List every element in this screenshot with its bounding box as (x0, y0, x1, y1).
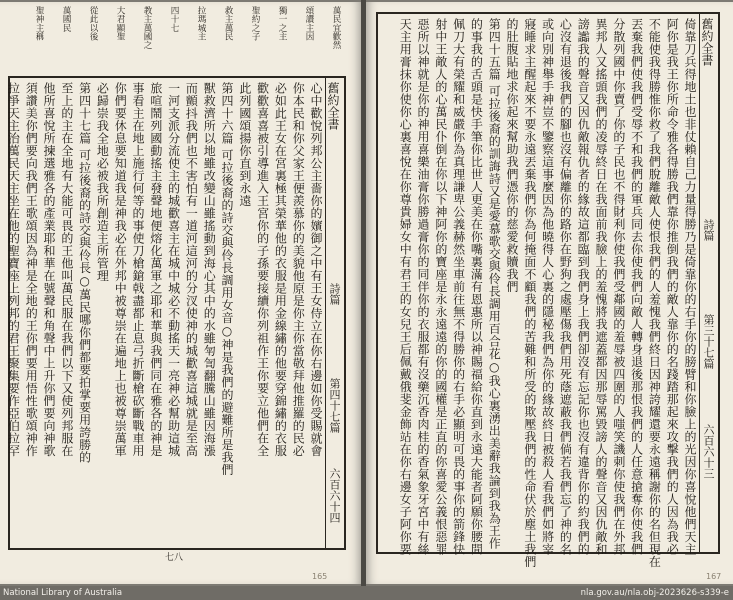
text-column: 至上的主在全地有大能可畏的王他叫萬民服在我們以下又使列邦服在 (59, 82, 74, 457)
right-page (366, 2, 733, 584)
text-column: 此列國頌揚你直到永遠 (237, 82, 252, 207)
margin-note: 救主萬民 (223, 6, 233, 41)
text-column: 他所喜悅所揀選雅各的產業耶和華在號聲和角聲中上升你們要向神歌 (42, 82, 56, 457)
section-title: 詩篇 (328, 283, 341, 305)
text-column: 獸救濟所以地雖改變山雖搖動到海心其中的水雖匉訇翻騰山雖因海漲 (202, 82, 217, 457)
text-column: 佩刀大有榮耀和威嚴你為真理謙卑公義赫然坐車前往無不得勝你的右手必顯明可畏的事你的箭鋒快 (451, 18, 466, 556)
margin-note: 聖約之子 (250, 6, 260, 41)
text-column: 第四十六篇 可拉後裔的詩交與伶長調用女音○神是我們的避難所是我們 (220, 82, 234, 476)
margin-note: 從此以後 (88, 6, 98, 41)
text-column: 異邦人又搖頭我們的凌辱終日在我面前我臉上的羞愧將我遮蓋都因那辱罵毀謗人的聲音又因仇敵和 (594, 18, 608, 556)
page-marker: 七八 (165, 553, 184, 563)
text-column: 阿你是我王你所命令雅各得勝我們靠你推倒我們的敵人靠你的名踐踏那起來攻擊我們的人因為我必 (665, 18, 680, 556)
text-column: 事看主在地上施行何等的事使刀槍鎗戟盡都止息弓折斷槍砍斷戰車用 (131, 82, 145, 457)
text-column: 第四十七篇 可拉後裔的詩交與伶長○萬民哪你們都要拍掌要用誇勝的 (77, 82, 92, 464)
margin-note: 獨一之主 (277, 6, 287, 41)
footer-bar (0, 586, 733, 600)
text-column: 射中王敵人的心萬民仆倒在你以下神阿你的寶座是永永遠遠的你的國權是正直的你喜愛公義恨惡罪 (433, 18, 448, 556)
text-column: 你們要休息要知道我是神我必在外邦中被尊崇在遍地上也被尊崇萬軍 (113, 82, 128, 457)
text-frame (376, 12, 720, 568)
footer-id: nla.gov.au/nla.obj-2023626-s339-e (580, 588, 729, 598)
text-column: 倚靠刀兵得地土也非仗賴自己力量得勝乃是倚靠你的右手你的膀臂和你臉上的光因你喜悅他們天主 (683, 18, 697, 556)
text-column: 拉爭天主治萬民天主坐在他的聖寶座上列邦的君王聚集要作亞伯拉罕 (6, 82, 21, 457)
text-column: 旅喧鬧列國動搖主發聲地便熔化萬軍之耶和華與我們同在雅各的神是 (148, 82, 163, 457)
text-column: 丟棄我們使我們受辱不和我們的軍兵同去你使我們向敵人轉身退後那恨我們的人任意搶奪你使我們 (629, 18, 644, 556)
margin-note: 大君顯聖 (115, 6, 125, 41)
text-column: 而顫抖我們也不害怕有一道河這河的分汊使神的城歡喜這城就是至高 (184, 82, 199, 457)
chapter-label: 第四十七篇 (328, 378, 341, 433)
text-column: 心沒有退後我們的腳也沒有偏離你的路你在野狗之處壓傷我們用死蔭遮蔽我們倘若我們忘了神的名 (558, 18, 573, 556)
header-rule (325, 78, 326, 548)
section-title: 詩篇 (702, 219, 715, 241)
text-column: 天主用膏抹你使你心裏喜悅在你尊貴婦女中有君王的女兒王后佩戴俄斐金飾站在你右邊女子阿你要 (398, 18, 413, 556)
margin-note: 拉瑪城主 (196, 6, 206, 41)
page-number: 六百六十四 (328, 468, 341, 523)
text-column: 不能使我得勝惟你救了我們脫離敵人使恨我們的人羞愧我們終日因神誇耀還要永遠稱謝你的名但現在 (647, 18, 662, 568)
text-column: 歡歡喜喜被引導進入王宮你的子孫要接續你列祖作王你要立他們在全 (255, 82, 270, 457)
text-column: 一河支派分流使主的城歡喜主在城中城必不動搖天一亮神必幫助這城 (166, 82, 181, 457)
margin-note: 聖神主稱 (34, 6, 44, 41)
margin-note: 頌讚主因 (304, 6, 314, 41)
page-number: 六百六十三 (702, 424, 715, 479)
pencil-number: 167 (706, 572, 722, 581)
text-column: 的事我的舌頭是快手筆你比世人更美在你嘴裏滿有恩惠所以神賜福給你直到永遠大能者阿願你腰間 (469, 18, 484, 556)
pencil-number: 165 (312, 572, 328, 581)
book-title: 舊約全書 (326, 82, 340, 130)
header-rule (699, 14, 700, 552)
text-column: 第四十五篇 可拉後裔的訓誨詩又是愛慕歌交與伶長調用百合花○我心裏湧出美辭我論到我為王作 (487, 18, 502, 550)
text-column: 心中歡悅列邦公主嗇你的嬪御之中有王女侍立在你右邊如你受賜就會 (309, 82, 323, 457)
book-title: 舊約全書 (700, 18, 714, 66)
left-page (0, 2, 361, 584)
text-column: 分散列國中你賣了你的子民也不得財利你使我們受鄰國的羞辱被四圍的人嗤笑譏刺你使我們在外邦 (611, 18, 626, 556)
text-column: 寢睡求主醒起來不要永遠丟棄我們你為何掩面不顧我們的苦難和所受的欺壓我們的性命伏於塵土我們 (522, 18, 537, 568)
text-column: 必如此王女在宮裏極其榮華他的衣服是用金線繡的他要穿錦繡的衣服 (273, 82, 288, 457)
margin-note: 教主萬國之 (142, 6, 152, 49)
chapter-label: 第三十七篇 (702, 314, 715, 369)
text-column: 須讚美你們要向我們王歌頌因為神是全地的王你們要用悟性歌頌神作 (24, 82, 39, 457)
margin-note: 四十七 (169, 6, 179, 32)
text-column: 或向別神舉手神豈不鑒察這事麼因為他曉得人心裏的隱秘我們為你的緣故終日被殺人看我們如將宰 (540, 18, 555, 556)
text-column: 你本民和你父家王便羨慕你的美貌他原是你主你當敬拜他推羅的民必 (291, 82, 306, 457)
margin-note: 萬民宜歡然 (331, 6, 341, 49)
text-column: 必歸崇我全地必被我所創造主所管理 (95, 82, 110, 282)
text-column: 惡所以神就是你的神用喜樂油膏你勝過膏你的同伴你的衣服都有沒藥沉香肉桂的香氣象牙宮中有絲 (416, 18, 430, 556)
margin-note: 萬國民 (61, 6, 71, 32)
text-column: 的肚腹貼地求你起來幫助我們憑你的慈愛救贖我們 (505, 18, 519, 293)
footer-source: National Library of Australia (3, 588, 123, 598)
text-column: 謗讟我的聲音又因仇敵報仇者的緣故這都臨到我們身上我們卻沒有忘記你也沒有違背你的約我們的 (576, 18, 591, 556)
text-frame (8, 76, 346, 550)
